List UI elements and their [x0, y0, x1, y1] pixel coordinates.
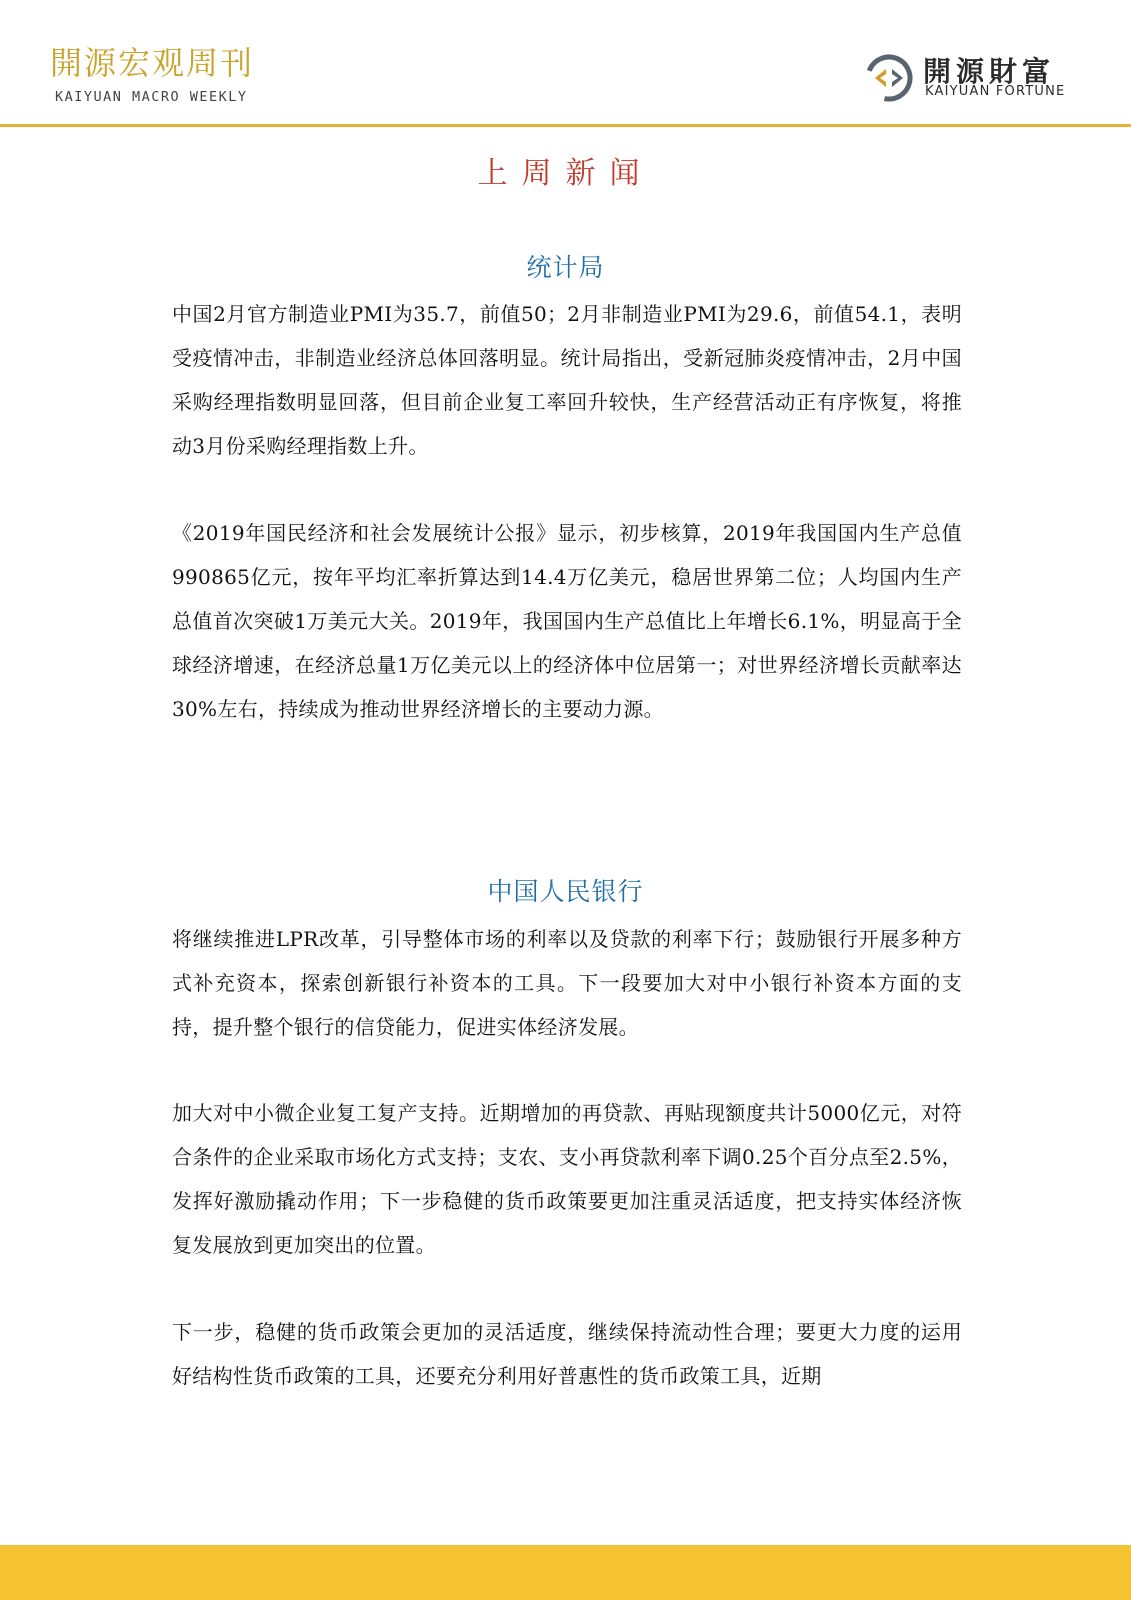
- kaiyuan-logo-icon: [865, 54, 913, 102]
- page-header: [0, 0, 1131, 128]
- brand-subtitle: KAIYUAN MACRO WEEKLY: [55, 89, 248, 105]
- logo-name: 開源財富: [923, 55, 1056, 88]
- section-heading-pboc: 中国人民银行: [487, 877, 644, 906]
- paragraph: 将继续推进LPR改革，引导整体市场的利率以及贷款的利率下行；鼓励银行开展多种方式补充资本，探索创新银行补资本的工具。下一段要加大对中小银行补资本方面的支持，提升整个银行的信贷能力，促进实体经济发展。: [172, 927, 962, 1039]
- footer-bar: [0, 1545, 1131, 1600]
- paragraph: 加大对中小微企业复工复产支持。近期增加的再贷款、再贴现额度共计5000亿元，对符合条件的企业采取市场化方式支持；支农、支小再贷款利率下调0.25个百分点至2.5%，发挥好激励撬动作用；下一步稳健的货币政策要更加注重灵活适度，把支持实体经济恢复发展放到更加突出的位置。: [172, 1101, 962, 1257]
- page-title: 上周新闻: [477, 156, 654, 191]
- company-logo: [865, 48, 1085, 108]
- paragraph: 《2019年国民经济和社会发展统计公报》显示，初步核算，2019年我国国内生产总值990865亿元，按年平均汇率折算达到14.4万亿美元，稳居世界第二位；人均国内生产总值首次突破1万美元大关。2019年，我国国内生产总值比上年增长6.1%，明显高于全球经济增速，在经济总量1万亿美元以上的经济体中位居第一；对世界经济增长贡献率达30%左右，持续成为推动世界经济增长的主要动力源。: [172, 521, 962, 721]
- paragraph: 中国2月官方制造业PMI为35.7，前值50；2月非制造业PMI为29.6，前值54.1，表明受疫情冲击，非制造业经济总体回落明显。统计局指出，受新冠肺炎疫情冲击，2月中国采购经理指数明显回落，但目前企业复工率回升较快，生产经营活动正有序恢复，将推动3月份采购经理指数上升。: [172, 302, 962, 458]
- logo-english-name: KAIYUAN FORTUNE: [925, 84, 1066, 99]
- header-divider: [0, 124, 1131, 127]
- paragraph: 下一步，稳健的货币政策会更加的灵活适度，继续保持流动性合理；要更大力度的运用好结构性货币政策的工具，还要充分利用好普惠性的货币政策工具，近期: [172, 1320, 962, 1388]
- brand-title: 開源宏观周刊: [50, 44, 255, 82]
- section-heading-stats-bureau: 统计局: [526, 253, 605, 282]
